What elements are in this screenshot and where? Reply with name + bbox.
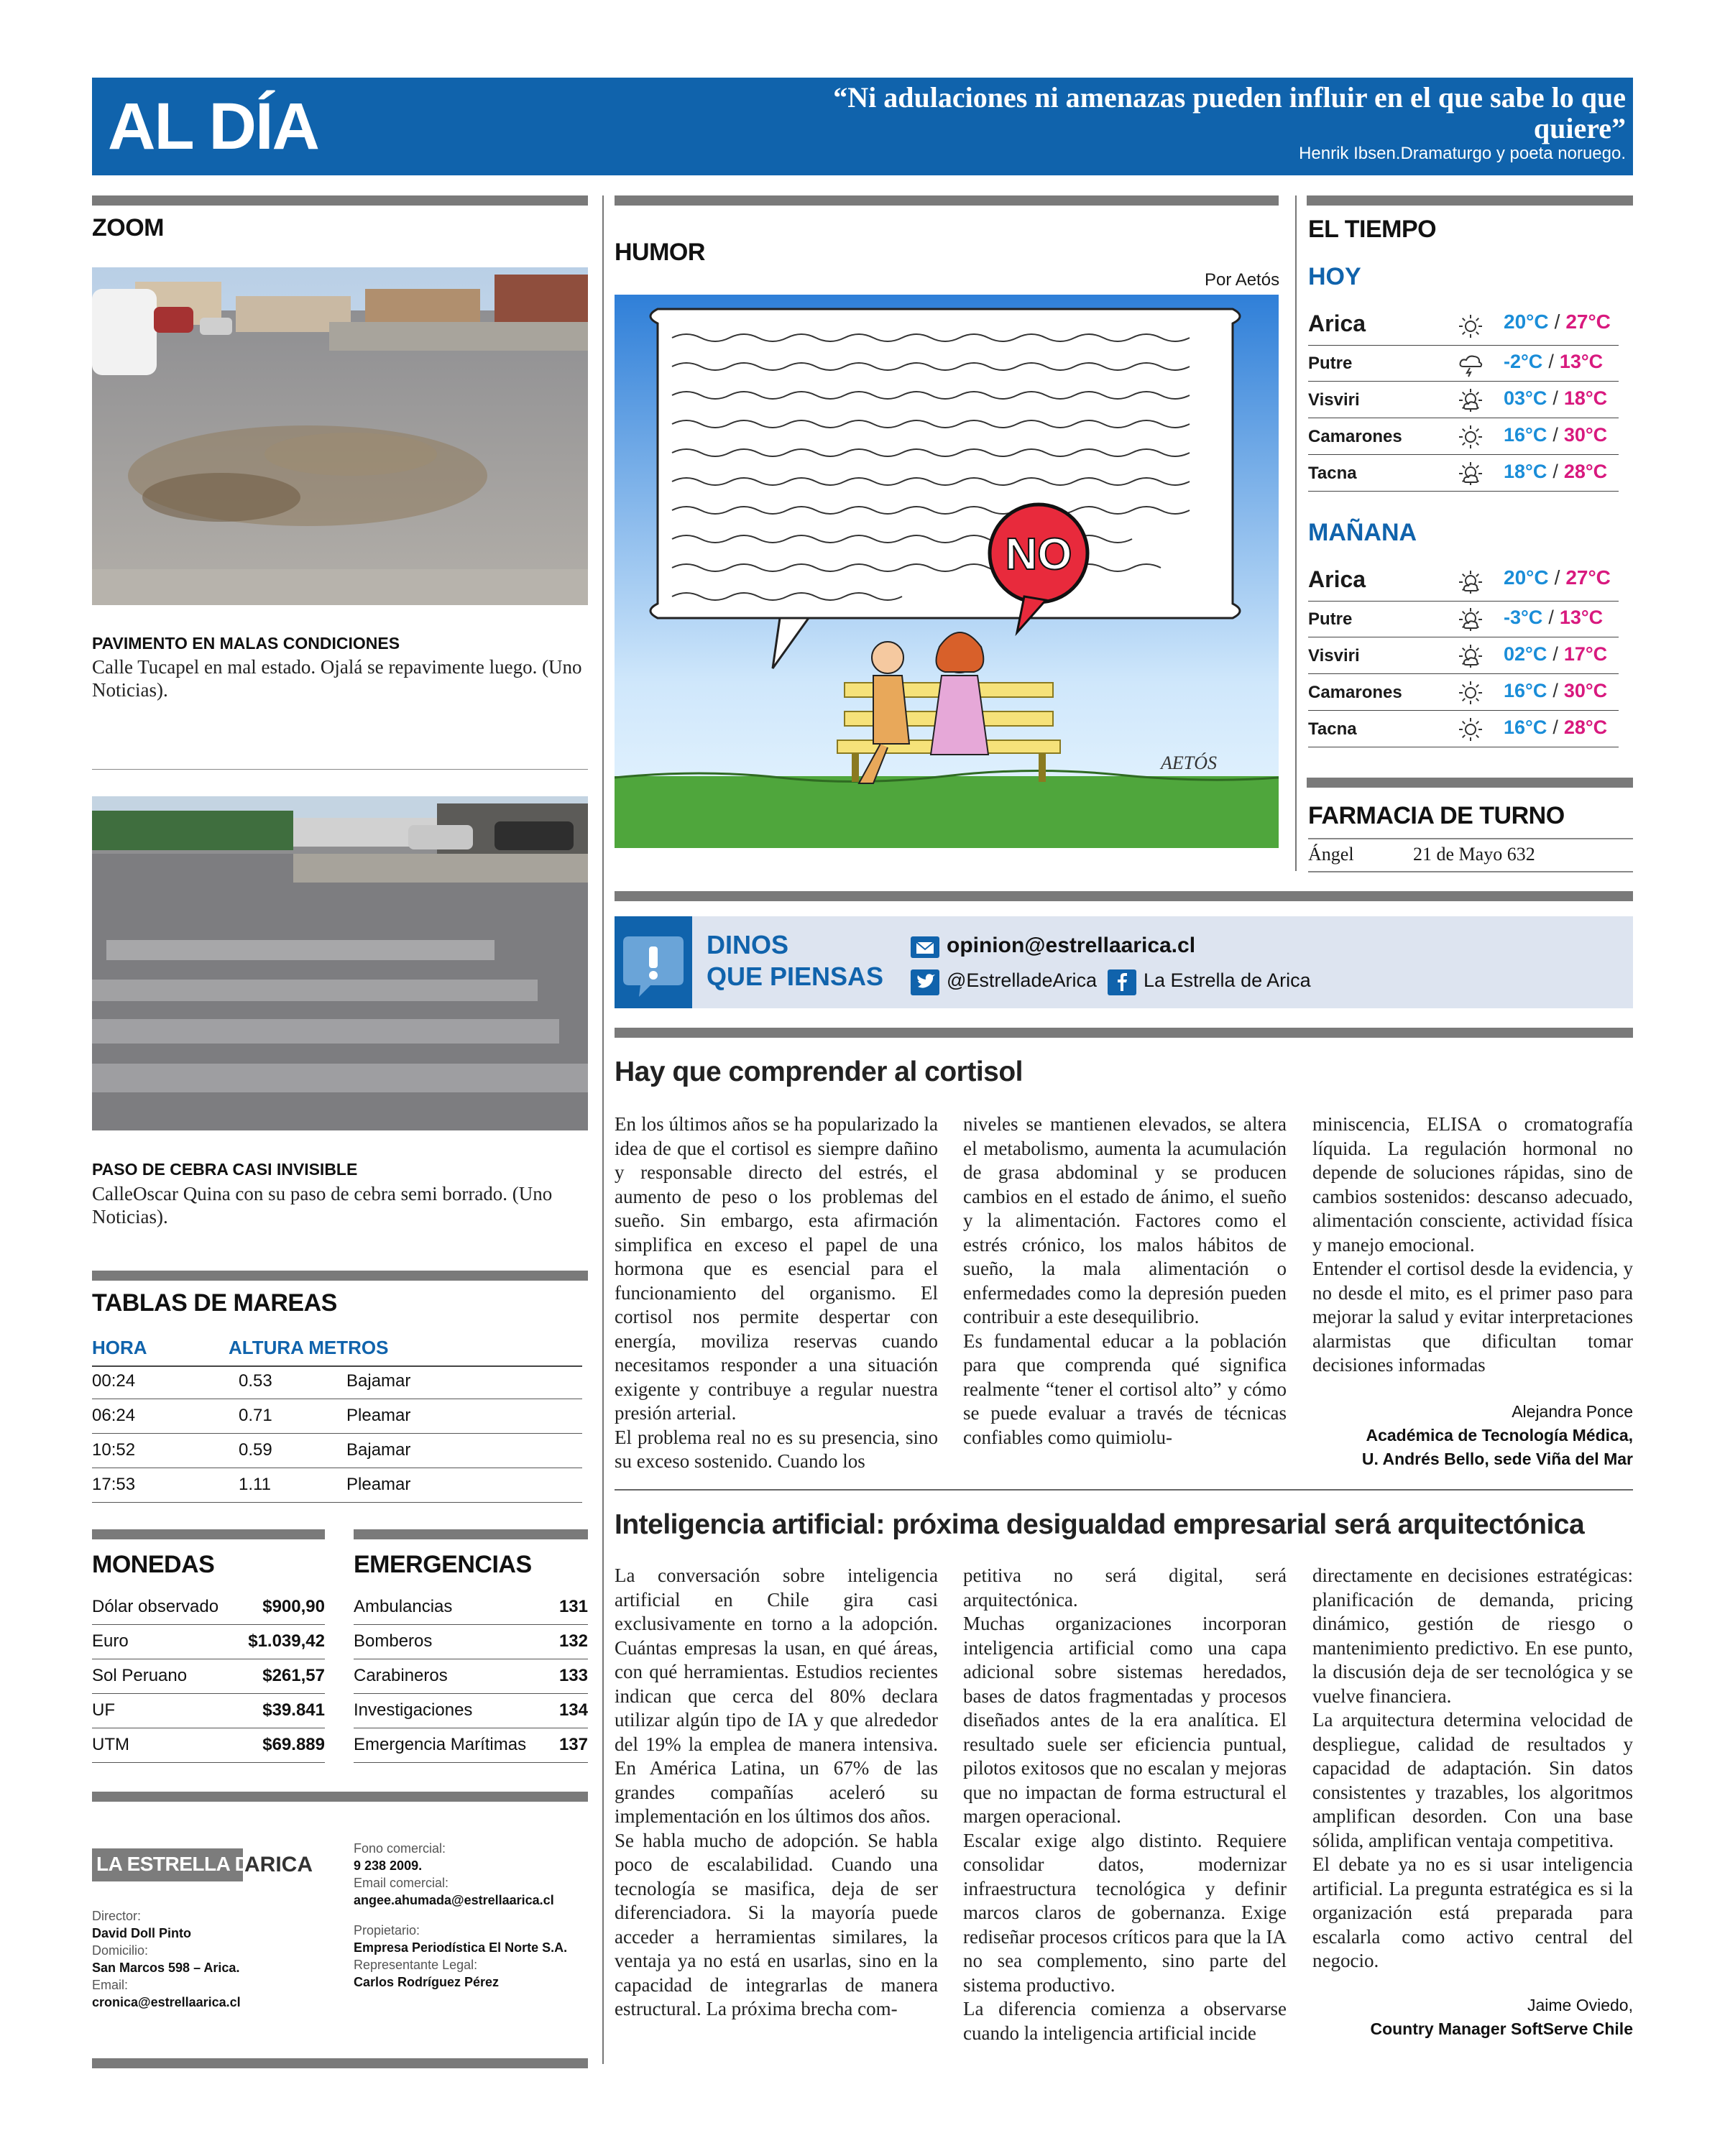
weather-temps xyxy=(1504,717,1607,739)
rule xyxy=(615,1489,1633,1491)
temp-max: 30°C xyxy=(1563,424,1608,446)
article-signature: Jaime Oviedo, Country Manager SoftServe Chile xyxy=(1370,1996,1633,2038)
temp-max: 13°C xyxy=(1559,607,1604,628)
partly-cloudy-icon xyxy=(1456,568,1485,596)
rule xyxy=(92,1624,325,1625)
director: David Doll Pinto xyxy=(92,1926,192,1940)
emergency-name: Carabineros xyxy=(354,1666,448,1685)
currency-name: Sol Peruano xyxy=(92,1666,188,1685)
currency-value: $261,57 xyxy=(262,1666,325,1685)
currency-value: $69.889 xyxy=(262,1735,325,1754)
temp-separator: / xyxy=(1552,461,1558,482)
table-row xyxy=(92,1406,588,1434)
logo-text-arica: ARICA xyxy=(244,1853,313,1876)
temp-separator: / xyxy=(1552,680,1558,701)
zoom-caption-text: CalleOscar Quina con su paso de cebra semi borrado. (Uno Noticias). xyxy=(92,1183,553,1227)
weather-city: Visviri xyxy=(1308,646,1360,665)
article-column: niveles se mantienen elevados, se altera el metabolismo, aumenta la acumulación de grasa abdominal y se producen cambios en el estado de ánimo, el sueño y la alimentación. Factores como el estrés crónico, los malos hábitos de sueño, la mala alimentación o enfermedades como la depresión pueden contribuir a este desequilibrio. Es fundamental educar a la población para que comprenda qué significa realmente “tener el cortisol alto” y cómo se puede evaluar a través de técnicas confiables como quimiolu- xyxy=(963,1113,1287,1448)
zoom-photo-road xyxy=(92,267,588,605)
temp-separator: / xyxy=(1554,566,1560,589)
weather-today-label: HOY xyxy=(1308,263,1361,290)
temp-max: 28°C xyxy=(1563,717,1608,738)
storm-cloud-icon xyxy=(1456,349,1485,378)
weather-city: Camarones xyxy=(1308,427,1402,446)
temp-max: 27°C xyxy=(1565,310,1611,333)
zoom-photo-crosswalk xyxy=(92,796,588,1130)
tide-hour: 10:52 xyxy=(92,1440,136,1460)
tide-hour: 17:53 xyxy=(92,1475,136,1494)
section-bar xyxy=(1307,195,1633,206)
section-bar xyxy=(92,2058,588,2068)
weather-city: Tacna xyxy=(1308,719,1357,739)
email-icon xyxy=(911,936,939,958)
section-bar xyxy=(615,891,1633,901)
rule xyxy=(1308,381,1619,382)
weather-city: Putre xyxy=(1308,609,1353,629)
section-bar xyxy=(1307,778,1633,788)
weather-temps xyxy=(1504,424,1607,446)
section-bar xyxy=(92,195,588,206)
rule xyxy=(354,1693,588,1694)
contact-email[interactable]: opinion@estrellaarica.cl xyxy=(947,934,1196,957)
column-divider xyxy=(602,195,604,2064)
tide-height: 0.53 xyxy=(239,1371,272,1391)
currency-value: $1.039,42 xyxy=(248,1631,325,1651)
sun-icon xyxy=(1456,312,1485,341)
article-signature: Alejandra Ponce Académica de Tecnología Médica, U. Andrés Bello, sede Viña del Mar xyxy=(1361,1402,1633,1468)
temp-max: 30°C xyxy=(1563,680,1608,701)
table-row xyxy=(92,1631,325,1660)
weather-temps xyxy=(1504,680,1607,702)
contact-facebook[interactable]: La Estrella de Arica xyxy=(1144,969,1311,991)
table-row xyxy=(354,1666,588,1695)
rule xyxy=(1308,454,1619,455)
article-column: La conversación sobre inteligencia artificial en Chile gira casi exclusivamente en torno a la adopción. Cuántas empresas la usan, en qué áreas, con qué herramientas. Estudios recientes indican que cerca del 80% declara utilizar algún tipo de IA y que alrededor del 19% la emplea de manera intensiva. En América Latina, un 67% de las grandes compañías aceleró su implementación en los últimos dos años. Se habla mucho de adopción. Se habla poco de escalabilidad. Cuando una tecnología se masifica, deja de ser diferenciadora. Si la mayoría puede acceder a herramientas similares, la ventaja ya no está en usarlas, sino en la capacidad de integrarlas de manera estructural. La próxima brecha com- xyxy=(615,1565,938,2019)
partly-cloudy-icon xyxy=(1456,386,1485,415)
tide-hour: 00:24 xyxy=(92,1371,136,1391)
header-quote: “Ni adulaciones ni amenazas pueden influir en el que sabe lo que quiere” xyxy=(833,81,1626,144)
emergency-name: Investigaciones xyxy=(354,1700,473,1720)
contact-twitter[interactable]: @EstrelladeArica xyxy=(947,969,1097,991)
rule xyxy=(1308,673,1619,674)
table-row xyxy=(354,1700,588,1729)
table-row xyxy=(92,1666,325,1695)
weather-city: Arica xyxy=(1308,310,1366,336)
table-row xyxy=(354,1735,588,1764)
weather-city: Tacna xyxy=(1308,464,1357,483)
zoom-title: ZOOM xyxy=(92,214,164,241)
tides-title: TABLAS DE MAREAS xyxy=(92,1289,337,1317)
emergencies-title: EMERGENCIAS xyxy=(354,1551,532,1578)
tide-height: 0.59 xyxy=(239,1440,272,1460)
tide-height: 1.11 xyxy=(239,1475,271,1494)
col-height: ALTURA METROS xyxy=(229,1337,389,1358)
temp-separator: / xyxy=(1548,607,1554,628)
temp-max: 18°C xyxy=(1563,387,1608,409)
table-row xyxy=(92,1700,325,1729)
twitter-icon xyxy=(911,969,939,995)
temp-separator: / xyxy=(1552,643,1558,665)
commercial-email: angee.ahumada@estrellaarica.cl xyxy=(354,1893,554,1907)
table-row xyxy=(92,1475,588,1503)
chat-icon xyxy=(615,916,692,1008)
address: San Marcos 598 – Arica. xyxy=(92,1961,240,1975)
rule xyxy=(1308,871,1633,872)
currency-name: Dólar observado xyxy=(92,1597,219,1616)
currency-name: UTM xyxy=(92,1735,129,1754)
temp-min: 18°C xyxy=(1504,461,1547,482)
temp-min: 16°C xyxy=(1504,717,1547,738)
temp-max: 17°C xyxy=(1563,643,1608,665)
table-row xyxy=(354,1631,588,1660)
tide-type: Bajamar xyxy=(346,1440,411,1460)
cartoon-signature: AETÓS xyxy=(1161,752,1217,773)
temp-min: 20°C xyxy=(1504,566,1549,589)
phone: 9 238 2009. xyxy=(354,1858,423,1873)
temp-separator: / xyxy=(1554,310,1560,333)
masthead-left: Director: David Doll Pinto Domicilio: San Marcos 598 – Arica. Email: cronica@estrellaarica.cl xyxy=(92,1907,336,2011)
tide-type: Bajamar xyxy=(346,1371,411,1391)
weather-city: Arica xyxy=(1308,566,1366,592)
zoom-caption-title: PASO DE CEBRA CASI INVISIBLE xyxy=(92,1160,358,1179)
emergency-number: 132 xyxy=(558,1631,588,1651)
weather-city: Visviri xyxy=(1308,390,1360,410)
article-column: petitiva no será digital, será arquitectónica. Muchas organizaciones incorporan inteligencia artificial como una capa adicional sobre sistemas heredados, bases de datos fragmentadas y procesos diseñados antes de la era analítica. El resultado suele ser eficiencia puntual, pilotos exitosos que no escalan y mejoras que no impactan de forma estructural el margen operacional. Escalar exige algo distinto. Requiere consolidar datos, modernizar infraestructura tecnológica y definir marcos claros de gobernanza. Exige rediseñar procesos críticos para que la IA no sea complemento, sino parte del sistema productivo. La diferencia comienza a observarse cuando la inteligencia artificial incide xyxy=(963,1565,1287,2044)
temp-max: 27°C xyxy=(1565,566,1611,589)
article-title-cortisol: Hay que comprender al cortisol xyxy=(615,1056,1024,1087)
emergency-number: 134 xyxy=(558,1700,588,1720)
weather-temps xyxy=(1504,566,1611,590)
temp-min: 02°C xyxy=(1504,643,1547,665)
rule xyxy=(92,1693,325,1694)
bubble-word: NO xyxy=(1005,530,1072,579)
contact-banner xyxy=(615,916,1633,1008)
rule xyxy=(1308,601,1619,602)
table-row xyxy=(92,1440,588,1469)
table-row xyxy=(92,1371,588,1400)
table-row xyxy=(92,1597,325,1626)
temp-separator: / xyxy=(1552,424,1558,446)
tide-hour: 06:24 xyxy=(92,1406,136,1425)
divider xyxy=(92,769,588,770)
weather-temps xyxy=(1504,607,1603,629)
temp-separator: / xyxy=(1552,387,1558,409)
article-column: miniscencia, ELISA o cromatografía líquida. La regulación hormonal no depende de soluciones rápidas, sino de cambios sostenidos: descanso adecuado, alimentación consciente, actividad física y manejo emocional. Entender el cortisol desde la evidencia, y no desde el mito, es el primer paso para mejorar la salud y evitar interpretaciones alarmistas que dificultan tomar decisiones informadas xyxy=(1312,1113,1633,1376)
currency-value: $900,90 xyxy=(262,1597,325,1616)
rule xyxy=(92,1433,582,1434)
article-column: directamente en decisiones estratégicas: planificación de demanda, pricing dinámico, gestión de riesgo o mantenimiento predictivo. En ese punto, la discusión deja de ser tecnológica y se vuelve financiera. La arquitectura determina velocidad de despliegue, calidad de resultados y capacidad de adaptación. Sin datos consistentes y trazables, los algoritmos amplifican desorden. Con una base sólida, amplifican ventaja competitiva. El debate ya no es si usar inteligencia artificial. La pregunta estratégica es si la organización está preparada para escalarla como activo central del negocio. xyxy=(1312,1565,1633,1971)
email: cronica@estrellaarica.cl xyxy=(92,1995,241,2009)
emergency-name: Emergencia Marítimas xyxy=(354,1735,527,1754)
column-divider xyxy=(1295,195,1297,871)
partly-cloudy-icon xyxy=(1456,642,1485,671)
humor-credit: Por Aetós xyxy=(1205,270,1280,290)
currency-name: Euro xyxy=(92,1631,129,1651)
weather-city: Putre xyxy=(1308,354,1353,373)
rule xyxy=(1308,345,1619,346)
section-title: AL DÍA xyxy=(108,90,318,163)
weather-temps xyxy=(1504,387,1607,410)
currency-name: UF xyxy=(92,1700,115,1720)
table-row xyxy=(92,1735,325,1764)
section-bar xyxy=(615,195,1279,206)
section-bar xyxy=(615,1028,1633,1038)
article-title-ia: Inteligencia artificial: próxima desigualdad empresarial será arquitectónica xyxy=(615,1509,1585,1540)
section-bar xyxy=(92,1271,588,1281)
section-header xyxy=(92,78,1633,175)
section-bar xyxy=(92,1529,325,1539)
temp-min: 20°C xyxy=(1504,310,1549,333)
contact-title: DINOS QUE PIENSAS xyxy=(707,930,884,991)
weather-tomorrow-label: MAÑANA xyxy=(1308,519,1417,546)
pharmacy-title: FARMACIA DE TURNO xyxy=(1308,802,1565,829)
col-hour: HORA xyxy=(92,1337,147,1358)
temp-separator: / xyxy=(1548,351,1554,372)
temp-min: 03°C xyxy=(1504,387,1547,409)
masthead-right: Fono comercial: 9 238 2009. Email comercial: angee.ahumada@estrellaarica.cl Propietario: Empresa Periodística El Norte S.A. Representante Legal: Carlos Rodríguez Pérez xyxy=(354,1840,591,1991)
tide-type: Pleamar xyxy=(346,1475,411,1494)
rule xyxy=(92,1502,582,1503)
logo-text: LA ESTRELLA DE xyxy=(96,1853,262,1875)
rule xyxy=(1308,710,1619,711)
rule xyxy=(92,1762,325,1763)
temp-max: 13°C xyxy=(1559,351,1604,372)
rule xyxy=(1308,491,1619,492)
zoom-caption-title: PAVIMENTO EN MALAS CONDICIONES xyxy=(92,634,400,653)
weather-title: EL TIEMPO xyxy=(1308,216,1437,243)
temp-min: -2°C xyxy=(1504,351,1543,372)
tide-type: Pleamar xyxy=(346,1406,411,1425)
pharmacy-address: 21 de Mayo 632 xyxy=(1413,844,1535,865)
section-bar xyxy=(92,1792,588,1802)
temp-separator: / xyxy=(1552,717,1558,738)
sun-icon xyxy=(1456,423,1485,451)
weather-city: Camarones xyxy=(1308,683,1402,702)
temp-min: 16°C xyxy=(1504,680,1547,701)
currencies-title: MONEDAS xyxy=(92,1551,215,1578)
emergency-number: 133 xyxy=(558,1666,588,1685)
partly-cloudy-icon xyxy=(1456,459,1485,488)
section-bar xyxy=(354,1529,588,1539)
temp-min: 16°C xyxy=(1504,424,1547,446)
zoom-caption-text: Calle Tucapel en mal estado. Ojalá se repavimente luego. (Uno Noticias). xyxy=(92,656,582,701)
emergency-number: 131 xyxy=(558,1597,588,1616)
owner: Empresa Periodística El Norte S.A. xyxy=(354,1940,568,1955)
weather-temps xyxy=(1504,351,1603,373)
emergency-name: Ambulancias xyxy=(354,1597,453,1616)
tide-height: 0.71 xyxy=(239,1406,272,1425)
rule xyxy=(1308,838,1633,839)
humor-title: HUMOR xyxy=(615,239,705,266)
sun-icon xyxy=(1456,715,1485,744)
partly-cloudy-icon xyxy=(1456,605,1485,634)
temp-max: 28°C xyxy=(1563,461,1608,482)
humor-cartoon xyxy=(615,295,1279,848)
pharmacy-name: Ángel xyxy=(1308,844,1354,865)
quote-author: Henrik Ibsen.Dramaturgo y poeta noruego. xyxy=(1299,144,1626,163)
rule xyxy=(92,1365,582,1367)
emergency-name: Bomberos xyxy=(354,1631,433,1651)
weather-temps xyxy=(1504,643,1607,665)
facebook-icon xyxy=(1108,969,1136,995)
legal-representative: Carlos Rodríguez Pérez xyxy=(354,1975,500,1989)
sun-icon xyxy=(1456,678,1485,707)
rule xyxy=(354,1762,588,1763)
weather-temps xyxy=(1504,461,1607,483)
table-row xyxy=(354,1597,588,1626)
tides-header xyxy=(92,1337,588,1365)
article-column: En los últimos años se ha popularizado la idea de que el cortisol es siempre dañino y responsable directo del estrés, el aumento de peso o los problemas del sueño. Sin embargo, esta afirmación simplifica en exceso el papel de una hormona que es esencial para el funcionamiento del organismo. El cortisol nos permite despertar con energía, moviliza reservas cuando necesitamos responder a una situación exigente y contribuye a regular nuestra presión arterial. El problema real no es su presencia, sino su exceso sostenido. Cuando los xyxy=(615,1113,938,1472)
emergency-number: 137 xyxy=(558,1735,588,1754)
currency-value: $39.841 xyxy=(262,1700,325,1720)
temp-min: -3°C xyxy=(1504,607,1543,628)
weather-temps xyxy=(1504,310,1611,334)
newspaper-logo xyxy=(92,1848,329,1883)
rule xyxy=(354,1624,588,1625)
